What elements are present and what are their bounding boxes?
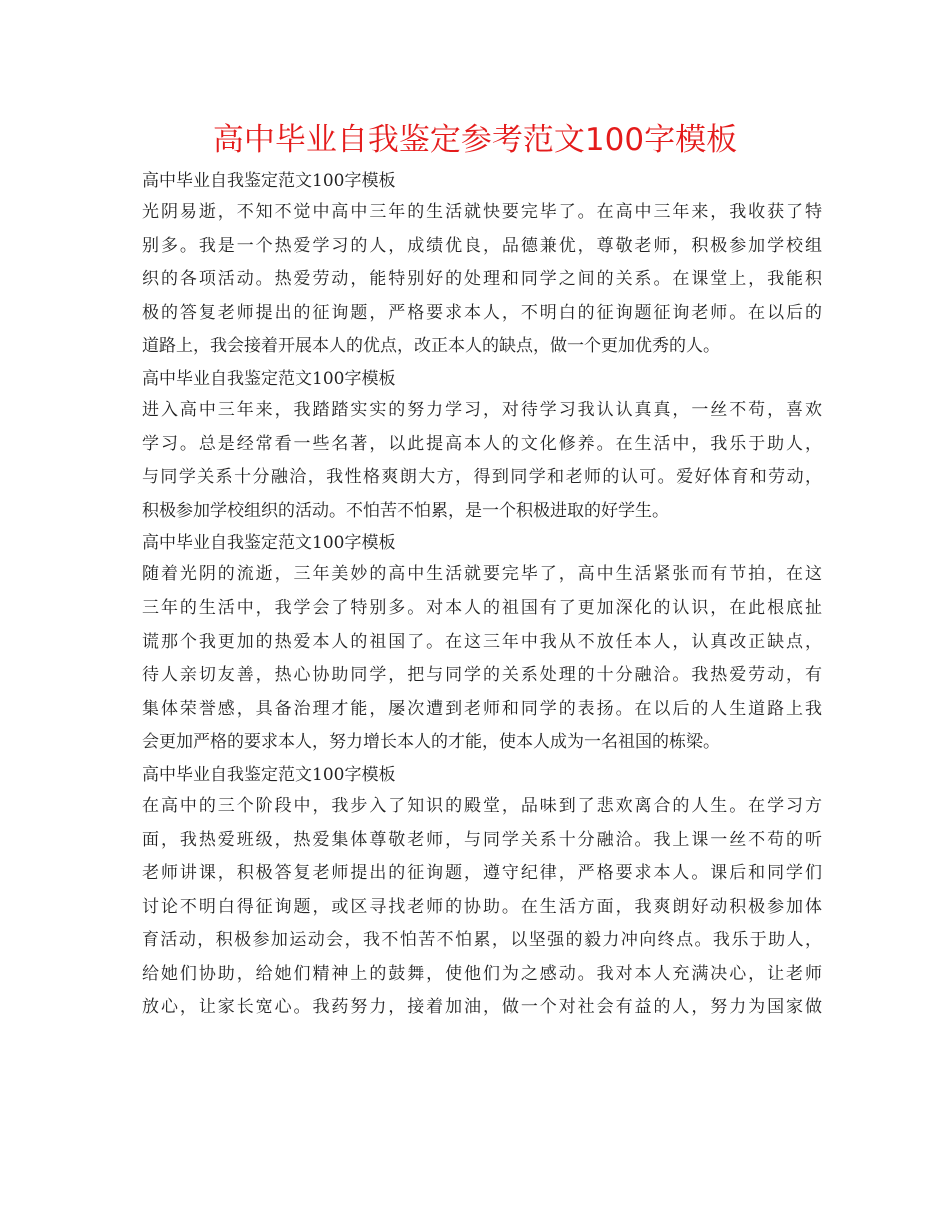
- section-4: [142, 760, 822, 1025]
- paragraph-line: 集体荣誉感，具备治理才能，屡次遭到老师和同学的表扬。在以后的人生道路上我: [142, 698, 822, 719]
- section-1: [142, 166, 822, 364]
- section-paragraph: [142, 394, 822, 528]
- paragraph-line: 极的答复老师提出的征询题，严格要求本人，不明白的征询题征询老师。在以后的: [142, 302, 822, 323]
- section-2: [142, 364, 822, 528]
- paragraph-line: 别多。我是一个热爱学习的人，成绩优良，品德兼优，尊敬老师，积极参加学校组: [142, 235, 822, 256]
- paragraph-line: 进入高中三年来，我踏踏实实的努力学习，对待学习我认认真真，一丝不苟，喜欢: [142, 399, 822, 420]
- section-paragraph: [142, 790, 822, 1025]
- paragraph-line: 道路上，我会接着开展本人的优点，改正本人的缺点，做一个更加优秀的人。: [142, 336, 720, 357]
- paragraph-line: 放心，让家长宽心。我药努力，接着加油，做一个对社会有益的人，努力为国家做: [142, 997, 822, 1018]
- paragraph-line: 会更加严格的要求本人，努力增长本人的才能，使本人成为一名祖国的栋梁。: [142, 732, 720, 753]
- paragraph-line: 与同学关系十分融洽，我性格爽朗大方，得到同学和老师的认可。爱好体育和劳动，: [142, 467, 822, 488]
- paragraph-line: 光阴易逝，不知不觉中高中三年的生活就快要完毕了。在高中三年来，我收获了特: [142, 202, 822, 222]
- paragraph-line: 三年的生活中，我学会了特别多。对本人的祖国有了更加深化的认识，在此根底扯: [142, 597, 822, 618]
- section-paragraph: [142, 558, 822, 760]
- paragraph-line: 学习。总是经常看一些名著，以此提高本人的文化修养。在生活中，我乐于助人，: [142, 433, 822, 454]
- paragraph-line: 育活动，积极参加运动会，我不怕苦不怕累，以坚强的毅力冲向终点。我乐于助人，: [142, 930, 822, 951]
- section-heading: 高中毕业自我鉴定范文100字模板: [142, 533, 396, 554]
- paragraph-line: 织的各项活动。热爱劳动，能特别好的处理和同学之间的关系。在课堂上，我能积: [142, 269, 822, 290]
- section-heading: 高中毕业自我鉴定范文100字模板: [142, 764, 396, 785]
- paragraph-line: 面，我热爱班级，热爱集体尊敬老师，与同学关系十分融洽。我上课一丝不苟的听: [142, 829, 822, 850]
- paragraph-line: 谎那个我更加的热爱本人的祖国了。在这三年中我从不放任本人，认真改正缺点，: [142, 631, 822, 652]
- document-title: 高中毕业自我鉴定参考范文100字模板: [212, 122, 738, 158]
- section-paragraph: [142, 196, 822, 364]
- paragraph-line: 讨论不明白得征询题，或区寻找老师的协助。在生活方面，我爽朗好动积极参加体: [142, 896, 822, 917]
- paragraph-line: 随着光阴的流逝，三年美妙的高中生活就要完毕了，高中生活紧张而有节拍，在这: [142, 564, 822, 585]
- paragraph-line: 积极参加学校组织的活动。不怕苦不怕累，是一个积极进取的好学生。: [142, 500, 669, 521]
- paragraph-line: 待人亲切友善，热心协助同学，把与同学的关系处理的十分融洽。我热爱劳动，有: [142, 665, 822, 686]
- section-3: [142, 528, 822, 760]
- section-heading: 高中毕业自我鉴定范文100字模板: [142, 171, 396, 191]
- paragraph-line: 老师讲课，积极答复老师提出的征询题，遵守纪律，严格要求本人。课后和同学们: [142, 863, 822, 884]
- section-heading: 高中毕业自我鉴定范文100字模板: [142, 368, 396, 389]
- document-body: [142, 166, 822, 1025]
- paragraph-line: 在高中的三个阶段中，我步入了知识的殿堂，品味到了悲欢离合的人生。在学习方: [142, 795, 822, 816]
- paragraph-line: 给她们协助，给她们精神上的鼓舞，使他们为之感动。我对本人充满决心，让老师: [142, 963, 822, 984]
